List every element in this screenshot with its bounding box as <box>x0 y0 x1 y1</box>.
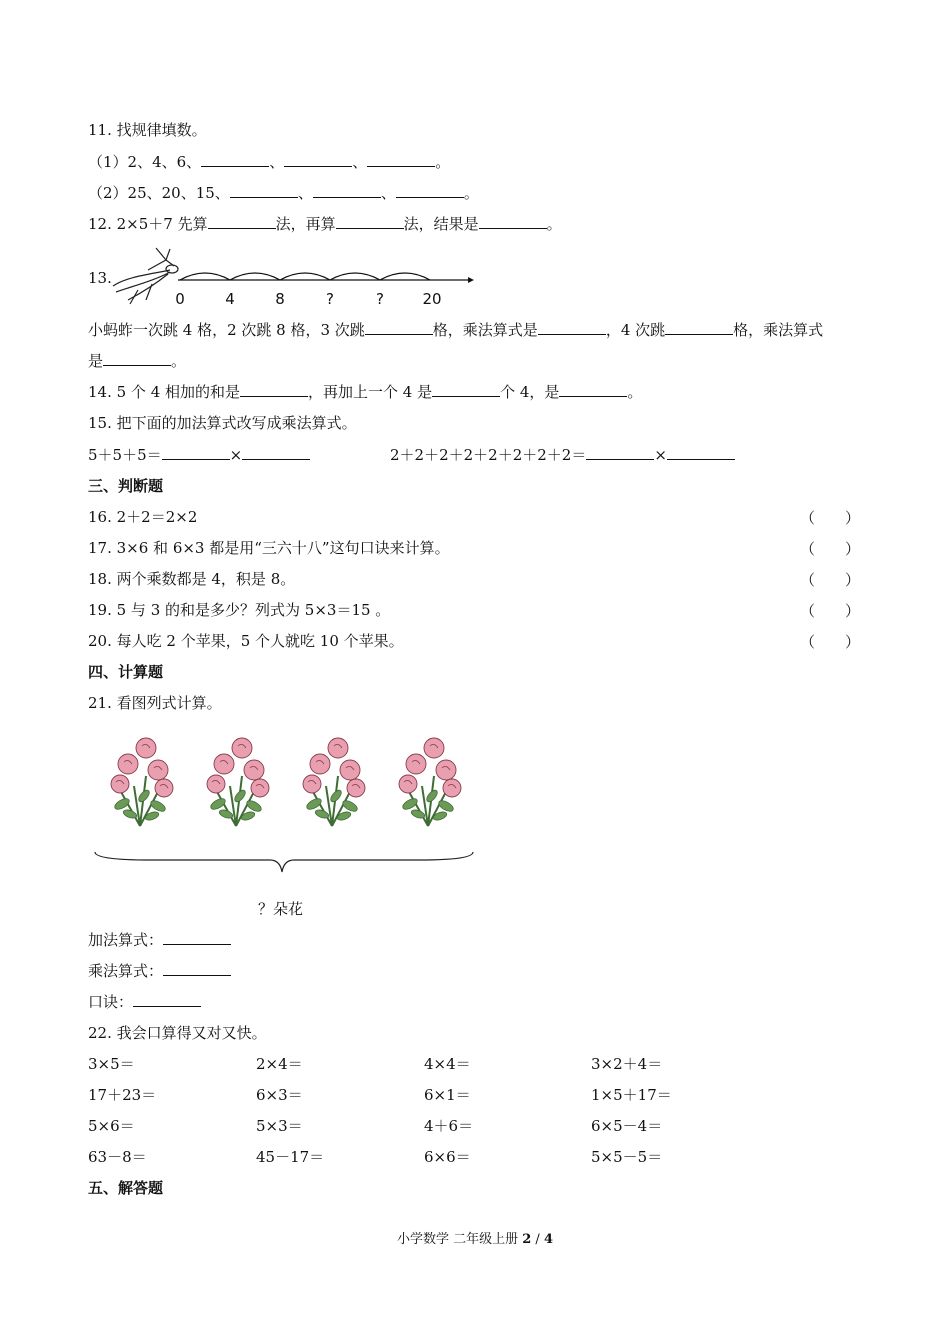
judge-answer-paren[interactable]: （ ） <box>800 540 861 558</box>
answer-blank[interactable] <box>133 992 201 1007</box>
mental-math-item: 4×4＝ <box>424 1055 471 1073</box>
tick-label: ? <box>326 290 334 308</box>
flower-bouquet <box>303 738 365 826</box>
mental-math-item: 6×6＝ <box>424 1148 471 1166</box>
answer-blank[interactable] <box>336 214 404 229</box>
answer-blank[interactable] <box>538 320 606 335</box>
page-number: 2 <box>522 1232 532 1247</box>
section-heading-calc: 四、计算题 <box>88 663 164 681</box>
q11-part2: （2）25、20、15、 、 、 。 <box>88 184 479 202</box>
mental-math-item: 5×3＝ <box>256 1117 303 1135</box>
mental-math-item: 5×5－5＝ <box>591 1148 663 1166</box>
tick-label: 8 <box>275 290 285 308</box>
q13-text-line2: 是 。 <box>88 352 187 370</box>
answer-blank[interactable] <box>103 351 171 366</box>
q22-title: 22. 我会口算得又对又快。 <box>88 1024 267 1042</box>
number-line-figure <box>108 246 478 308</box>
brace-icon <box>95 852 473 872</box>
mental-math-item: 63－8＝ <box>88 1148 147 1166</box>
section-heading-solve: 五、解答题 <box>88 1179 164 1197</box>
tick-label: ? <box>376 290 384 308</box>
answer-blank[interactable] <box>242 445 310 460</box>
q21-title: 21. 看图列式计算。 <box>88 694 222 712</box>
mental-math-item: 6×1＝ <box>424 1086 471 1104</box>
q15-title: 15. 把下面的加法算式改写成乘法算式。 <box>88 414 357 432</box>
answer-blank[interactable] <box>365 320 433 335</box>
judge-item-16: 16. 2＋2＝2×2 <box>88 508 198 526</box>
q21-add-expr: 加法算式： <box>88 930 231 950</box>
q12: 12. 2×5＋7 先算 法，再算 法，结果是 。 <box>88 215 562 233</box>
answer-blank[interactable] <box>432 382 500 397</box>
answer-blank[interactable] <box>313 183 381 198</box>
answer-blank[interactable] <box>208 214 276 229</box>
answer-blank[interactable] <box>201 152 269 167</box>
answer-blank[interactable] <box>479 214 547 229</box>
mental-math-item: 3×2＋4＝ <box>591 1055 663 1073</box>
answer-blank[interactable] <box>667 445 735 460</box>
mental-math-item: 4＋6＝ <box>424 1117 474 1135</box>
answer-blank[interactable] <box>665 320 733 335</box>
mental-math-item: 17＋23＝ <box>88 1086 157 1104</box>
q21-caption: ？朵花 <box>258 900 304 918</box>
flowers-figure <box>90 722 480 887</box>
q15-expr2: 2＋2＋2＋2＋2＋2＋2＋2＝ × <box>390 445 735 465</box>
answer-blank[interactable] <box>230 183 298 198</box>
judge-item-19: 19. 5 与 3 的和是多少？列式为 5×3＝15 。 <box>88 601 391 619</box>
mental-math-item: 6×3＝ <box>256 1086 303 1104</box>
mental-math-item: 1×5＋17＝ <box>591 1086 672 1104</box>
answer-blank[interactable] <box>240 382 308 397</box>
tick-label: 20 <box>422 290 442 308</box>
flower-bouquet <box>111 738 173 826</box>
q21-rhyme: 口诀： <box>88 992 201 1012</box>
section-heading-judge: 三、判断题 <box>88 477 164 495</box>
q13-number: 13. <box>88 269 112 287</box>
answer-blank[interactable] <box>396 183 464 198</box>
judge-item-20: 20. 每人吃 2 个苹果，5 个人就吃 10 个苹果。 <box>88 632 404 650</box>
mental-math-item: 6×5－4＝ <box>591 1117 663 1135</box>
answer-blank[interactable] <box>162 445 230 460</box>
q21-mul-expr: 乘法算式： <box>88 961 231 981</box>
page-footer: 小学数学 二年级上册 2 / 4 <box>396 1232 553 1247</box>
mental-math-item: 3×5＝ <box>88 1055 135 1073</box>
answer-blank[interactable] <box>559 382 627 397</box>
q11-title: 11. 找规律填数。 <box>88 121 207 139</box>
grasshopper-icon <box>113 248 178 304</box>
q15-expr1: 5＋5＋5＝ × <box>88 445 310 465</box>
tick-label: 4 <box>225 290 235 308</box>
mental-math-item: 2×4＝ <box>256 1055 303 1073</box>
judge-answer-paren[interactable]: （ ） <box>800 602 861 620</box>
answer-blank[interactable] <box>163 930 231 945</box>
judge-answer-paren[interactable]: （ ） <box>800 633 861 651</box>
flower-bouquet <box>207 738 269 826</box>
judge-answer-paren[interactable]: （ ） <box>800 509 861 527</box>
judge-item-17: 17. 3×6 和 6×3 都是用“三六十八”这句口诀来计算。 <box>88 539 450 557</box>
answer-blank[interactable] <box>367 152 435 167</box>
mental-math-item: 45－17＝ <box>256 1148 325 1166</box>
flower-bouquet <box>399 738 461 826</box>
q14: 14. 5 个 4 相加的和是 ，再加上一个 4 是 个 4，是 。 <box>88 383 643 401</box>
q11-part1: （1）2、4、6、 、 、 。 <box>88 153 451 171</box>
answer-blank[interactable] <box>284 152 352 167</box>
judge-answer-paren[interactable]: （ ） <box>800 571 861 589</box>
answer-blank[interactable] <box>163 961 231 976</box>
page-total: 4 <box>543 1232 553 1247</box>
judge-item-18: 18. 两个乘数都是 4，积是 8。 <box>88 570 296 588</box>
mental-math-item: 5×6＝ <box>88 1117 135 1135</box>
q13-text-line1: 小蚂蚱一次跳 4 格，2 次跳 8 格，3 次跳 格，乘法算式是 ，4 次跳 格，乘法算式 <box>88 321 824 339</box>
answer-blank[interactable] <box>586 445 654 460</box>
tick-label: 0 <box>175 290 185 308</box>
